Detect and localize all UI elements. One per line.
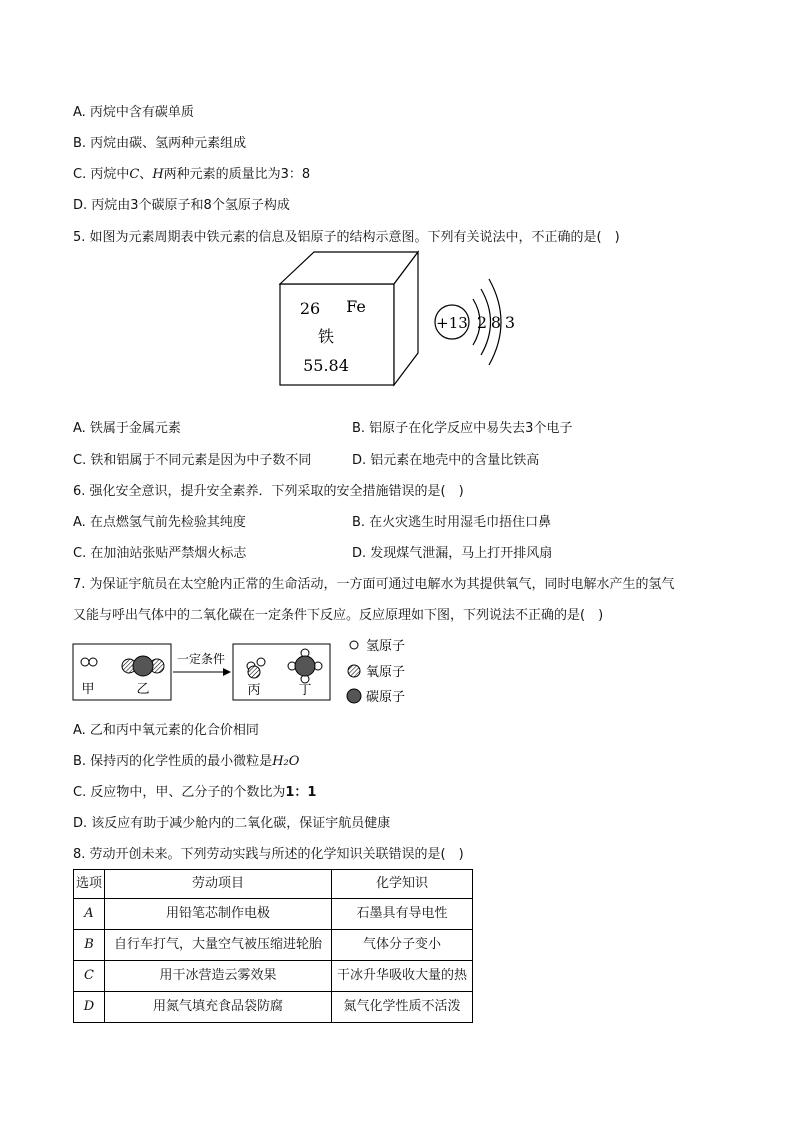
q8-table	[73, 869, 473, 1023]
legend-hydrogen: 氢原子	[366, 639, 406, 654]
q5-option-b: B. 铝原子在化学反应中易失去3个电子	[352, 421, 573, 436]
hydrogen-molecule	[81, 658, 97, 666]
table-header-row	[74, 870, 473, 899]
table-row	[74, 899, 473, 930]
row-option: A	[74, 899, 105, 930]
atomic-mass: 55.84	[303, 356, 349, 375]
q6-option-a: A. 在点燃氢气前先检验其纯度	[73, 515, 246, 530]
q7-option-d: D. 该反应有助于减少舱内的二氧化碳，保证宇航员健康	[73, 816, 391, 831]
row-knowledge: 气体分子变小	[332, 930, 473, 961]
water-molecule	[247, 658, 265, 678]
hydrogen-symbol: H	[152, 167, 164, 182]
row-knowledge: 氮气化学性质不活泼	[332, 992, 473, 1023]
q5-option-d: D. 铝元素在地壳中的含量比铁高	[352, 453, 540, 468]
q7-stem-line2: 又能与呼出气体中的二氧化碳在一定条件下反应。反应原理如下图，下列说法不正确的是( )	[73, 608, 604, 623]
q4-option-c-rest: 两种元素的质量比为3：8	[163, 167, 311, 182]
q7-option-c-text: C. 反应物中，甲、乙分子的个数比为	[73, 785, 286, 800]
header-knowledge: 化学知识	[332, 870, 473, 899]
label-jia: 甲	[81, 682, 95, 697]
q4-option-c	[73, 166, 310, 184]
label-yi: 乙	[136, 682, 150, 697]
q5-stem: 5. 如图为元素周期表中铁元素的信息及铝原子的结构示意图。下列有关说法中，不正确的是( )	[73, 230, 620, 245]
reaction-diagram	[72, 636, 422, 708]
nuclear-charge: +13	[436, 314, 468, 332]
q8-stem: 8. 劳动开创未来。下列劳动实践与所述的化学知识关联错误的是( )	[73, 847, 464, 862]
carbon-symbol: C	[129, 167, 140, 182]
q7-option-b-text: B. 保持丙的化学性质的最小微粒是	[73, 754, 273, 769]
row-option: D	[74, 992, 105, 1023]
molecule-ratio: 1：1	[285, 785, 317, 800]
q4-option-c-text: C. 丙烷中	[73, 167, 130, 182]
header-option: 选项	[74, 870, 105, 899]
q4-option-a: A. 丙烷中含有碳单质	[73, 105, 194, 120]
q6-option-b: B. 在火灾逃生时用湿毛巾捂住口鼻	[352, 515, 552, 530]
table-row	[74, 930, 473, 961]
hydrogen-atom-icon	[350, 641, 358, 649]
oxygen-atom-icon	[348, 665, 360, 677]
atomic-number: 26	[299, 299, 321, 318]
label-bing: 丙	[247, 683, 261, 698]
q4-option-b: B. 丙烷由碳、氢两种元素组成	[73, 136, 247, 151]
carbon-dioxide-molecule	[122, 656, 164, 676]
header-project: 劳动项目	[105, 870, 332, 899]
separator: 、	[139, 167, 153, 182]
shell-electrons: 3	[504, 313, 516, 332]
methane-molecule	[288, 649, 322, 683]
q7-option-b	[73, 753, 299, 771]
q7-option-c	[73, 784, 316, 802]
q4-option-d: D. 丙烷由3个碳原子和8个氢原子构成	[73, 198, 290, 213]
label-ding: 丁	[298, 683, 312, 698]
element-name: 铁	[317, 327, 335, 346]
carbon-atom-icon	[347, 689, 361, 703]
row-project: 用氮气填充食品袋防腐	[105, 992, 332, 1023]
q6-option-d: D. 发现煤气泄漏，马上打开排风扇	[352, 546, 553, 561]
row-project: 自行车打气，大量空气被压缩进轮胎	[105, 930, 332, 961]
table-row	[74, 992, 473, 1023]
aluminum-atom-diagram	[435, 279, 515, 365]
table-row	[74, 961, 473, 992]
q6-option-c: C. 在加油站张贴严禁烟火标志	[73, 546, 247, 561]
q5-option-c: C. 铁和铝属于不同元素是因为中子数不同	[73, 453, 312, 468]
shell-electrons: 8	[490, 313, 502, 332]
reaction-condition: 一定条件	[176, 652, 226, 666]
q7-option-a: A. 乙和丙中氧元素的化合价相同	[73, 723, 259, 738]
legend	[347, 639, 405, 705]
row-project: 用铅笔芯制作电极	[105, 899, 332, 930]
q7-stem-line1: 7. 为保证宇航员在太空舱内正常的生命活动，一方面可通过电解水为其提供氧气，同时电解水产生的氢气	[73, 577, 675, 592]
row-knowledge: 干冰升华吸收大量的热	[332, 961, 473, 992]
periodic-table-cell	[280, 252, 418, 385]
q6-stem: 6. 强化安全意识，提升安全素养．下列采取的安全措施错误的是( )	[73, 484, 464, 499]
shell-electrons: 2	[476, 313, 488, 332]
legend-carbon: 碳原子	[366, 690, 406, 705]
row-option: B	[74, 930, 105, 961]
legend-oxygen: 氧原子	[366, 665, 406, 680]
element-symbol: Fe	[346, 297, 366, 316]
row-option: C	[74, 961, 105, 992]
row-project: 用干冰营造云雾效果	[105, 961, 332, 992]
q5-option-a: A. 铁属于金属元素	[73, 421, 181, 436]
row-knowledge: 石墨具有导电性	[332, 899, 473, 930]
water-formula: H₂O	[272, 754, 300, 769]
q5-figure	[270, 250, 530, 390]
